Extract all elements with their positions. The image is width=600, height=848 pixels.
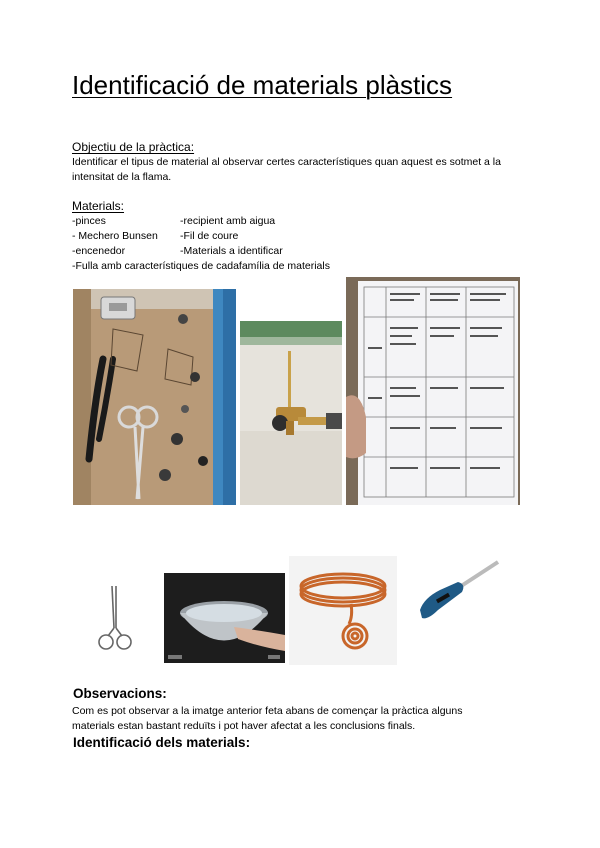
objective-text	[72, 155, 501, 185]
characteristics-sheet-photo	[346, 277, 520, 505]
copper-wire-photo	[289, 556, 397, 665]
observations-text	[72, 704, 462, 734]
objective-line-1: Identificar el tipus de material al observar certes característiques quan aquest es sotmet a la	[72, 156, 501, 168]
materials-row	[72, 214, 330, 229]
lighter-image	[414, 558, 502, 628]
observations-heading: Observacions:	[73, 686, 167, 701]
material-item: -Materials a identificar	[180, 245, 283, 257]
material-item: -Fulla amb característiques de cadafamília de materials	[72, 260, 330, 272]
material-item: -Fil de coure	[180, 230, 239, 242]
observations-line-2: materials estan bastant reduïts i pot haver afectat a les conclusions finals.	[72, 720, 416, 732]
bunsen-valve-photo	[240, 321, 342, 505]
workbench-photo	[73, 289, 236, 505]
objective-heading: Objectiu de la pràctica:	[72, 140, 195, 154]
materials-row	[72, 244, 330, 259]
water-bowl-photo	[164, 573, 285, 663]
identification-heading: Identificació dels materials:	[73, 735, 251, 750]
observations-line-1: Com es pot observar a la imatge anterior feta abans de començar la pràctica alguns	[72, 705, 463, 717]
material-item: -recipient amb aigua	[180, 215, 276, 227]
page-title: Identificació de materials plàstics	[72, 70, 453, 100]
materials-row	[72, 229, 330, 244]
material-item: -pinces	[72, 215, 106, 227]
objective-line-2: intensitat de la flama.	[72, 171, 172, 183]
materials-heading: Materials:	[72, 199, 125, 213]
material-item: - Mechero Bunsen	[72, 230, 158, 242]
tweezers-image	[92, 584, 138, 654]
materials-list	[72, 214, 330, 274]
material-item: -encenedor	[72, 245, 126, 257]
